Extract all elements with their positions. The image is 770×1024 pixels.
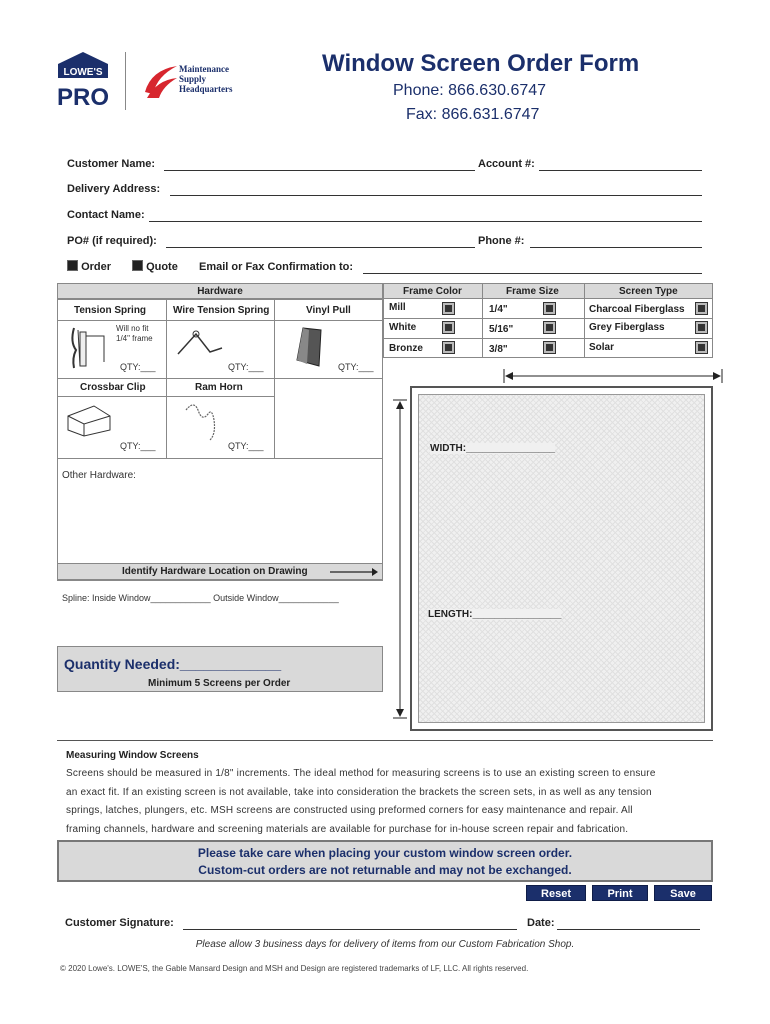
- measuring-divider: [57, 740, 713, 741]
- vinyl-pull-icon: [295, 326, 325, 370]
- wire-tension-spring-qty[interactable]: QTY:___: [228, 362, 264, 372]
- crossbar-clip-icon: [64, 402, 114, 438]
- crossbar-clip-qty[interactable]: QTY:___: [120, 441, 156, 451]
- tension-spring-qty[interactable]: QTY:___: [120, 362, 156, 372]
- size-5-16-checkbox[interactable]: [544, 322, 555, 333]
- quantity-needed-label[interactable]: Quantity Needed:_____________: [64, 656, 282, 672]
- tension-spring-note-2: 1/4" frame: [116, 334, 153, 343]
- size-1-4-checkbox[interactable]: [544, 303, 555, 314]
- wire-tension-spring-icon: [176, 326, 226, 360]
- length-label[interactable]: LENGTH:________________: [428, 609, 562, 620]
- vinyl-pull-qty[interactable]: QTY:___: [338, 362, 374, 372]
- solar-checkbox[interactable]: [696, 342, 707, 353]
- spline-line[interactable]: Spline: Inside Window____________ Outside Window____________: [62, 593, 339, 603]
- ram-horn-label: Ram Horn: [195, 382, 243, 393]
- signature-input[interactable]: [183, 929, 517, 930]
- customer-name-label: Customer Name:: [67, 158, 156, 170]
- po-label: PO# (if required):: [67, 235, 157, 247]
- size-3-8-checkbox[interactable]: [544, 342, 555, 353]
- frame-color-bronze: Bronze: [389, 343, 423, 354]
- screen-type-grey: Grey Fiberglass: [589, 322, 665, 333]
- quote-label: Quote: [146, 261, 178, 273]
- logo-divider: [125, 52, 126, 110]
- confirmation-input[interactable]: [363, 273, 702, 274]
- fax-number: Fax: 866.631.6747: [406, 106, 540, 123]
- footer-copyright: © 2020 Lowe's. LOWE'S, the Gable Mansard Design and MSH and Design are registered trademarks of LF, LLC. All rights reserved.: [60, 964, 529, 973]
- frame-size-1-4: 1/4": [489, 304, 508, 315]
- phone-number: Phone: 866.630.6747: [393, 82, 547, 99]
- phone-field-label: Phone #:: [478, 235, 525, 247]
- ram-horn-icon: [182, 400, 232, 442]
- page-title: Window Screen Order Form: [322, 50, 640, 77]
- width-label[interactable]: WIDTH:________________: [430, 443, 556, 454]
- crossbar-clip-label: Crossbar Clip: [80, 382, 146, 393]
- frame-size-5-16: 5/16": [489, 324, 514, 335]
- measuring-paragraph: Screens should be measured in 1/8" increments. The ideal method for measuring screens is to use an existing screen to ensure an exact fit. If an existing screen is not available, take into consideration the brackets the screen sets, in as well as any tension springs, latches, plungers, etc. MSH screens are constructed using preformed corners for easy maintenance and repair. All framing channels, hardware and screening materials are available for purchase for in-house screen repair and fabrication.: [66, 768, 656, 835]
- msh-logo: [143, 62, 253, 102]
- frame-color-white: White: [389, 322, 417, 333]
- vinyl-pull-label: Vinyl Pull: [306, 305, 351, 316]
- confirmation-label: Email or Fax Confirmation to:: [199, 261, 354, 273]
- tension-spring-icon: [64, 322, 114, 372]
- frame-color-header: Frame Color: [403, 286, 462, 297]
- account-label: Account #:: [478, 158, 535, 170]
- notice-line-2: Custom-cut orders are not returnable and may not be exchanged.: [198, 863, 572, 877]
- white-checkbox[interactable]: [443, 322, 454, 333]
- pro-logo-text: PRO: [56, 84, 110, 110]
- date-label: Date:: [527, 917, 555, 929]
- grey-checkbox[interactable]: [696, 322, 707, 333]
- bronze-checkbox[interactable]: [443, 342, 454, 353]
- frame-size-header: Frame Size: [506, 286, 559, 297]
- charcoal-checkbox[interactable]: [696, 303, 707, 314]
- notice-line-1: Please take care when placing your custom window screen order.: [197, 846, 573, 860]
- reset-button[interactable]: Reset: [526, 885, 586, 901]
- msh-logo-line1: Maintenance: [179, 64, 229, 74]
- contact-name-input[interactable]: [149, 221, 702, 222]
- quote-checkbox[interactable]: [132, 260, 143, 271]
- mill-checkbox[interactable]: [443, 303, 454, 314]
- measuring-title: Measuring Window Screens: [66, 750, 199, 761]
- quote-option[interactable]: [132, 260, 178, 273]
- minimum-screens-note: Minimum 5 Screens per Order: [148, 678, 291, 689]
- screen-type-solar: Solar: [589, 342, 615, 353]
- delivery-address-label: Delivery Address:: [67, 183, 161, 195]
- phone-input[interactable]: [530, 247, 702, 248]
- account-input[interactable]: [539, 170, 702, 171]
- print-button[interactable]: Print: [592, 885, 648, 901]
- order-checkbox[interactable]: [67, 260, 78, 271]
- tension-spring-label: Tension Spring: [74, 305, 147, 316]
- customer-name-input[interactable]: [164, 170, 475, 171]
- order-option[interactable]: [67, 260, 111, 273]
- msh-logo-line3: Headquarters: [179, 84, 233, 94]
- identify-location-bar: Identify Hardware Location on Drawing: [57, 563, 383, 580]
- save-button[interactable]: Save: [654, 885, 712, 901]
- signature-label: Customer Signature:: [65, 917, 174, 929]
- date-input[interactable]: [557, 929, 700, 930]
- frame-color-mill: Mill: [389, 302, 406, 313]
- frame-size-3-8: 3/8": [489, 344, 508, 355]
- tension-spring-note-1: Will no fit: [116, 324, 149, 333]
- lowes-logo-text: LOWE'S: [63, 67, 103, 78]
- wire-tension-spring-label: Wire Tension Spring: [173, 305, 270, 316]
- po-input[interactable]: [166, 247, 475, 248]
- lowes-pro-logo: [56, 50, 110, 110]
- arrow-right-icon: [330, 567, 378, 577]
- hardware-header: Hardware: [57, 283, 383, 299]
- width-dimension-arrow: [503, 369, 723, 383]
- contact-name-label: Contact Name:: [67, 209, 145, 221]
- msh-logo-line2: Supply: [179, 74, 207, 84]
- order-label: Order: [81, 261, 112, 273]
- screen-type-header: Screen Type: [619, 286, 678, 297]
- other-hardware-label: Other Hardware:: [62, 470, 136, 481]
- delivery-note: Please allow 3 business days for delivery of items from our Custom Fabrication Shop.: [195, 939, 575, 950]
- screen-type-charcoal: Charcoal Fiberglass: [589, 304, 685, 315]
- length-dimension-arrow: [393, 399, 407, 719]
- delivery-address-input[interactable]: [170, 195, 702, 196]
- ram-horn-qty[interactable]: QTY:___: [228, 441, 264, 451]
